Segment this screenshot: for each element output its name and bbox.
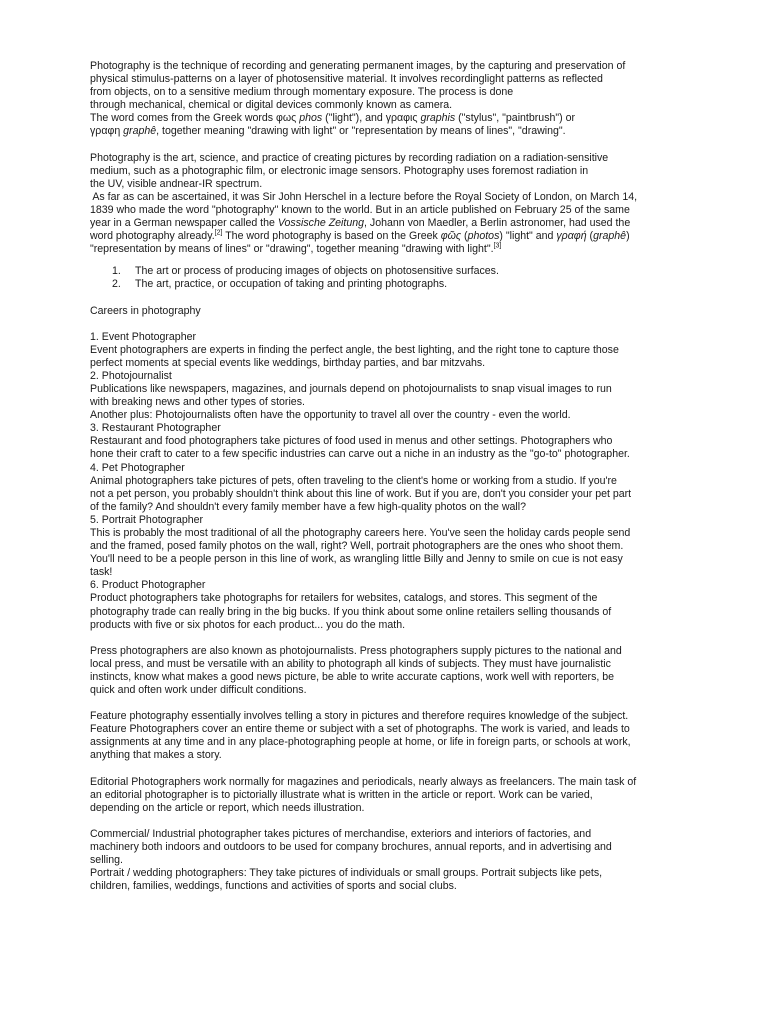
text-line: medium, such as a photographic film, or electronic image sensors. Photography uses foremost radiation in — [90, 164, 589, 177]
text-line: You'll need to be a people person in this line of work, as wrangling little Billy and Jenny to smile on cue is not easy — [90, 553, 623, 566]
careers-section — [90, 331, 690, 632]
text-line: from objects, on to a sensitive medium through momentary exposure. The process is done — [90, 86, 514, 99]
text-run: year in a German newspaper called the — [90, 217, 278, 230]
feature-paragraph — [90, 710, 690, 762]
careers-heading: Careers in photography — [90, 304, 201, 317]
list-number: 2. — [112, 278, 121, 291]
list-item — [90, 278, 690, 291]
text-line: Feature Photographers cover an entire theme or subject with a set of photographs. The work is varied, and leads to — [90, 723, 630, 736]
list-number: 1. — [112, 265, 121, 278]
text-line: assignments at any time and in any place-photographing people at home, or life in foreign parts, or schools at work, — [90, 736, 631, 749]
paragraph-gap — [90, 632, 690, 645]
text-line — [90, 230, 690, 243]
text-line: quick and often work under difficult conditions. — [90, 684, 307, 697]
intro-paragraph — [90, 60, 690, 139]
definition-paragraph — [90, 152, 690, 257]
text-run: ( — [586, 230, 594, 243]
text-run: ) — [626, 230, 630, 243]
editorial-paragraph — [90, 776, 690, 815]
text-line: Editorial Photographers work normally for magazines and periodicals, nearly always as freelancers. The main task of — [90, 775, 637, 788]
text-run: ("stylus", "paintbrush") or — [455, 112, 576, 125]
text-line: photography trade can really bring in the big bucks. If you think about some online retailers selling thousands of — [90, 605, 612, 618]
text-line: an editorial photographer is to pictorially illustrate what is written in the article or report. Work can be varied, — [90, 788, 593, 801]
paragraph-gap — [90, 139, 690, 152]
italic-term: graphê — [123, 125, 157, 138]
text-line: 1839 who made the word "photography" known to the world. But in an article published on February 25 of the same — [90, 203, 630, 216]
text-line: Restaurant and food photographers take pictures of food used in menus and other settings. Photographers who — [90, 435, 613, 448]
italic-term: Vossische Zeitung — [277, 217, 365, 230]
text-line: physical stimulus-patterns on a layer of photosensitive material. It involves recordinglight patterns as reflected — [90, 73, 603, 86]
list-item — [90, 265, 690, 278]
text-line: with breaking news and other types of stories. — [90, 396, 305, 409]
paragraph-gap — [90, 256, 690, 265]
text-line: machinery both indoors and outdoors to be used for company brochures, annual reports, and in advertising and — [90, 840, 612, 853]
greek-word: γραφή — [556, 230, 587, 243]
greek-word: φως — [276, 112, 300, 125]
text-run: word photography already. — [90, 230, 215, 243]
text-line: Product photographers take photographs for retailers for websites, catalogs, and stores. This segment of the — [90, 592, 598, 605]
text-line: Portrait / wedding photographers: They take pictures of individuals or small groups. Portrait subjects like pets, — [90, 867, 603, 880]
footnote-ref-link[interactable]: [3] — [493, 242, 502, 250]
footnote-ref-link[interactable]: [2] — [214, 229, 223, 237]
text-line: not a pet person, you probably shouldn't think about this line of work. But if you are, don't you consider your pet part — [90, 487, 632, 500]
text-line: Feature photography essentially involves telling a story in pictures and therefore requires knowledge of the subject. — [90, 710, 629, 723]
text-line: depending on the article or report, which needs illustration. — [90, 801, 365, 814]
text-run: The word photography is based on the Greek — [222, 230, 441, 243]
text-line: local press, and must be versatile with an ability to photograph all kinds of subjects. They must have journalistic — [90, 657, 611, 670]
text-run: , together meaning "drawing with light" or "representation by means of lines", "drawing". — [156, 125, 566, 138]
text-line: through mechanical, chemical or digital devices commonly known as camera. — [90, 99, 453, 112]
italic-term: photos — [467, 230, 500, 243]
text-line — [90, 217, 690, 230]
text-line: task! — [90, 566, 113, 579]
text-line: Another plus: Photojournalists often have the opportunity to travel all over the country - even the world. — [90, 409, 571, 422]
paragraph-gap — [90, 815, 690, 828]
etymology-line — [90, 112, 690, 125]
text-run: ( — [461, 230, 468, 243]
text-line — [90, 243, 690, 256]
text-line: hone their craft to cater to a few specific industries can carve out a niche in an industry as the "go-to" photographer. — [90, 448, 630, 461]
etymology-line — [90, 125, 690, 138]
text-line: instincts, know what makes a good news picture, be able to write accurate captions, work well with reporters, be — [90, 670, 615, 683]
text-run: , Johann von Maedler, a Berlin astronomer, had used the — [364, 217, 631, 230]
text-line: the UV, visible andnear-IR spectrum. — [90, 177, 263, 190]
career-title: 3. Restaurant Photographer — [90, 422, 221, 435]
career-title: 4. Pet Photographer — [90, 461, 185, 474]
text-line: This is probably the most traditional of all the photography careers here. You've seen the holiday cards people send — [90, 527, 631, 539]
greek-word: γραφις — [385, 112, 421, 125]
list-item-text: The art, practice, or occupation of taking and printing photographs. — [135, 278, 448, 291]
text-line: Publications like newspapers, magazines, and journals depend on photojournalists to snap visual images to run — [90, 382, 612, 395]
text-line: products with five or six photos for each product... you do the math. — [90, 618, 406, 631]
text-line: and the framed, posed family photos on the wall, right? Well, portrait photographers are the ones who shoot them. — [90, 540, 624, 553]
commercial-paragraph — [90, 828, 690, 893]
paragraph-gap — [90, 697, 690, 710]
text-line: anything that makes a story. — [90, 749, 222, 762]
text-line: selling. — [90, 853, 123, 866]
greek-word: γραφη — [90, 125, 124, 138]
text-line: Photography is the art, science, and practice of creating pictures by recording radiation on a radiation-sensitive — [90, 151, 609, 164]
text-run: ) "light" and — [499, 230, 557, 243]
definitions-list — [90, 265, 690, 291]
text-line: As far as can be ascertained, it was Sir John Herschel in a lecture before the Royal Society of London, on March 14, — [90, 190, 638, 203]
italic-term: graphis — [420, 112, 456, 125]
italic-term: graphê — [593, 230, 627, 243]
text-line: Event photographers are experts in finding the perfect angle, the best lighting, and the right tone to capture those — [90, 343, 619, 356]
text-line: of the family? And shouldn't every family member have a few high-quality photos on the wall? — [90, 500, 527, 513]
text-line: perfect moments at special events like weddings, birthday parties, and bar mitzvahs. — [90, 356, 486, 369]
paragraph-gap — [90, 763, 690, 776]
text-line: Press photographers are also known as photojournalists. Press photographers supply pictures to the national and — [90, 644, 622, 657]
italic-term: phos — [299, 112, 323, 125]
paragraph-gap — [90, 318, 690, 331]
greek-word: φῶς — [440, 230, 462, 243]
text-line: children, families, weddings, functions and activities of sports and social clubs. — [90, 880, 457, 893]
text-run: The word comes from the Greek words — [90, 112, 277, 125]
text-line: Animal photographers take pictures of pets, often traveling to the client's home or working from a studio. If you're — [90, 474, 617, 487]
text-line: Photography is the technique of recording and generating permanent images, by the capturing and preservation of — [90, 60, 626, 72]
text-run: ("light"), and — [322, 112, 386, 125]
list-item-text: The art or process of producing images of objects on photosensitive surfaces. — [135, 265, 499, 278]
paragraph-gap — [90, 292, 690, 305]
press-paragraph — [90, 645, 690, 697]
document-body — [90, 60, 690, 893]
career-title: 5. Portrait Photographer — [90, 513, 204, 526]
career-title: 1. Event Photographer — [90, 330, 197, 343]
text-line: Commercial/ Industrial photographer takes pictures of merchandise, exteriors and interiors of factories, and — [90, 827, 592, 840]
career-title: 6. Product Photographer — [90, 579, 206, 592]
text-run: "representation by means of lines" or "drawing", together meaning "drawing with light". — [90, 243, 494, 256]
career-title: 2. Photojournalist — [90, 369, 172, 382]
